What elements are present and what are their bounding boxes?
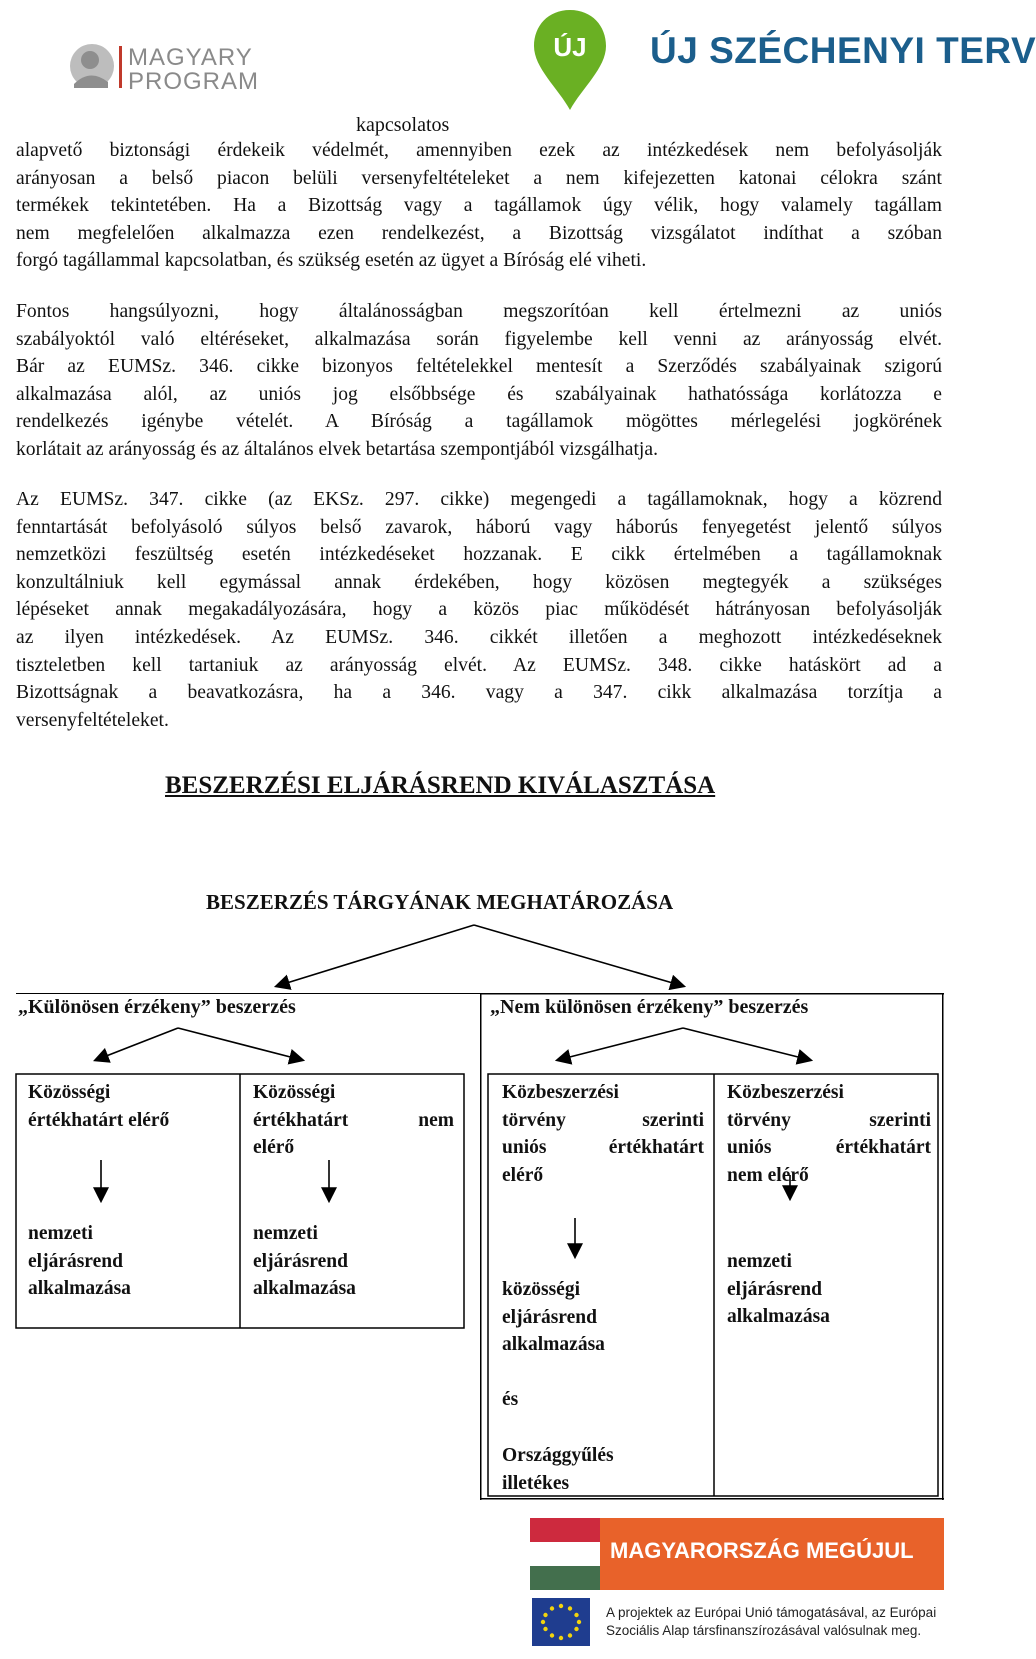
- cell-line: Közbeszerzési: [727, 1082, 844, 1103]
- left-cell1-condition: [28, 1079, 228, 1134]
- continuation-word: kapcsolatos: [356, 114, 450, 136]
- text-line: alapvető biztonsági érdekeik védelmét, amennyiben ezek az intézkedések nem befolyásolják: [16, 140, 942, 161]
- cell-line: értékhatárt elérő: [28, 1109, 170, 1131]
- text-line: szabályoktól való eltéréseket, alkalmazása során figyelembe kell venni az arányosság elvét.: [16, 328, 942, 350]
- cell-line: Közösségi: [253, 1082, 336, 1103]
- right-cell1-and: [502, 1386, 704, 1414]
- cell-line: elérő: [502, 1164, 544, 1186]
- diagram-heading: BESZERZÉSI ELJÁRÁSREND KIVÁLASZTÁSA: [165, 772, 716, 799]
- cell-line: értékhatárt nem: [253, 1109, 454, 1131]
- left-cell1-result: [28, 1220, 228, 1303]
- cell-line: illetékes: [502, 1472, 570, 1494]
- right-branch-bottom-border: [480, 1498, 944, 1500]
- arrow-right-cell2: [683, 1028, 810, 1060]
- footer-banner-text: MAGYARORSZÁG MEGÚJUL: [610, 1538, 914, 1563]
- cell-line: közösségi: [502, 1279, 580, 1300]
- text-line: forgó tagállammal kapcsolatban, és szükség esetén az ügyet a Bíróság elé viheti.: [16, 250, 647, 272]
- text-line: Az EUMSz. 347. cikke (az EKSz. 297. cikke) megengedi a tagállamoknak, hogy a közrend: [16, 489, 942, 510]
- cell-line: és: [502, 1389, 519, 1410]
- cell-line: eljárásrend: [502, 1306, 597, 1328]
- text-line: alkalmazása alól, az uniós jog elsőbbsége és szabályainak hathatóssága korlátozza e: [16, 383, 942, 405]
- arrow-left-cell1: [96, 1028, 178, 1060]
- text-line: az ilyen intézkedések. Az EUMSz. 346. cikkét illetően a meghozott intézkedéseknek: [16, 626, 942, 648]
- cell-line: eljárásrend: [253, 1250, 348, 1272]
- arrow-root-left: [277, 925, 474, 986]
- left-cell2-condition: [253, 1079, 454, 1162]
- cell-line: alkalmazása: [253, 1278, 356, 1299]
- footer-note-line2: Szociális Alap társfinanszírozásával valósulnak meg.: [606, 1623, 922, 1638]
- text-line: Bizottságnak a beavatkozásra, ha a 346. vagy a 347. cikk alkalmazása torzítja a: [16, 682, 942, 704]
- right-cell2-result: [727, 1248, 931, 1331]
- right-branch-right-border: [942, 993, 944, 1500]
- cell-line: Közbeszerzési: [502, 1082, 619, 1103]
- cell-line: Országgyűlés: [502, 1445, 614, 1466]
- cell-line: uniós értékhatárt: [502, 1137, 704, 1158]
- right-branch-title: „Nem különösen érzékeny” beszerzés: [490, 996, 809, 1018]
- left-cell2-result: [253, 1220, 454, 1303]
- text-line: termékek tekintetében. Ha a Bizottság vagy a tagállamok úgy vélik, hogy valamely tagállam: [16, 195, 942, 217]
- left-branch-title: „Különösen érzékeny” beszerzés: [18, 996, 296, 1018]
- footer-note-line1: A projektek az Európai Unió támogatásával, az Európai: [606, 1605, 937, 1620]
- cell-line: alkalmazása: [502, 1334, 605, 1355]
- text-line: konzultálniuk kell egymással annak érdekében, hogy közösen megtegyék a szükséges: [16, 571, 942, 593]
- cell-line: alkalmazása: [727, 1306, 830, 1327]
- cell-line: eljárásrend: [727, 1278, 822, 1300]
- right-cell1-condition: [502, 1079, 704, 1189]
- arrow-root-right: [474, 925, 683, 986]
- cell-line: Közösségi: [28, 1082, 111, 1103]
- magyary-logo-line1: MAGYARY: [128, 44, 253, 71]
- cell-line: nem elérő: [727, 1164, 809, 1186]
- text-line: lépéseket annak megakadályozására, hogy a közös piac működését hátrányosan befolyásolják: [16, 599, 942, 621]
- cell-line: alkalmazása: [28, 1278, 131, 1299]
- arrow-right-cell1: [558, 1028, 683, 1060]
- cell-line: elérő: [253, 1137, 295, 1158]
- cell-line: nemzeti: [727, 1251, 792, 1272]
- right-cell1-extra: [502, 1442, 704, 1497]
- cell-line: uniós értékhatárt: [727, 1137, 931, 1158]
- text-line: nemzetközi feszültség esetén intézkedéseket hozzanak. E cikk értelmében a tagállamoknak: [16, 544, 942, 566]
- right-branch-top-border: [480, 993, 944, 995]
- right-cell2-condition: [727, 1079, 931, 1189]
- diagram-root-node: BESZERZÉS TÁRGYÁNAK MEGHATÁROZÁSA: [206, 890, 674, 914]
- right-branch-left-border: [480, 993, 482, 1500]
- hungarian-flag-icon: [530, 1518, 600, 1590]
- cell-line: eljárásrend: [28, 1250, 123, 1272]
- magyary-logo-line2: PROGRAM: [128, 68, 260, 95]
- left-branch-top-border: [16, 993, 480, 994]
- right-cell1-result: [502, 1276, 704, 1359]
- text-line: Bár az EUMSz. 346. cikke bizonyos feltételekkel mentesít a Szerződés szabályainak szigorú: [16, 356, 942, 378]
- text-line: fenntartását befolyásoló súlyos belső zavarok, háború vagy háborús fenyegetést jelentő súlyos: [16, 516, 942, 538]
- svg-text:ÚJ: ÚJ: [553, 32, 587, 62]
- text-line: Fontos hangsúlyozni, hogy általánosságban megszorítóan kell értelmezni az uniós: [16, 301, 942, 322]
- text-line: rendelkezés igénybe vételét. A Bíróság a tagállamok mögöttes mérlegelési jogkörének: [16, 411, 942, 433]
- text-line: tiszteletben kell tartaniuk az arányosság elvét. Az EUMSz. 348. cikke hatáskört ad a: [16, 654, 942, 676]
- szechenyi-logo-text: ÚJ SZÉCHENYI TERV: [650, 30, 1036, 71]
- eu-flag-icon: [532, 1598, 590, 1646]
- text-line: korlátait az arányosság és az általános elvek betartása szempontjából vizsgálhatja.: [16, 438, 658, 460]
- footer-funding-note: [606, 1604, 936, 1640]
- cell-line: nemzeti: [253, 1223, 318, 1244]
- cell-line: törvény szerinti: [727, 1109, 931, 1131]
- text-line: versenyfeltételeket.: [16, 709, 169, 731]
- text-line: nem megfelelően alkalmazza ezen rendelkezést, a Bizottság vizsgálatot indíthat a szóban: [16, 222, 942, 244]
- cell-line: nemzeti: [28, 1223, 93, 1244]
- cell-line: törvény szerinti: [502, 1109, 704, 1131]
- arrow-left-cell2: [178, 1028, 302, 1060]
- text-line: arányosan a belső piacon belüli versenyfeltételeket a nem kifejezetten katonai célokra szánt: [16, 167, 942, 189]
